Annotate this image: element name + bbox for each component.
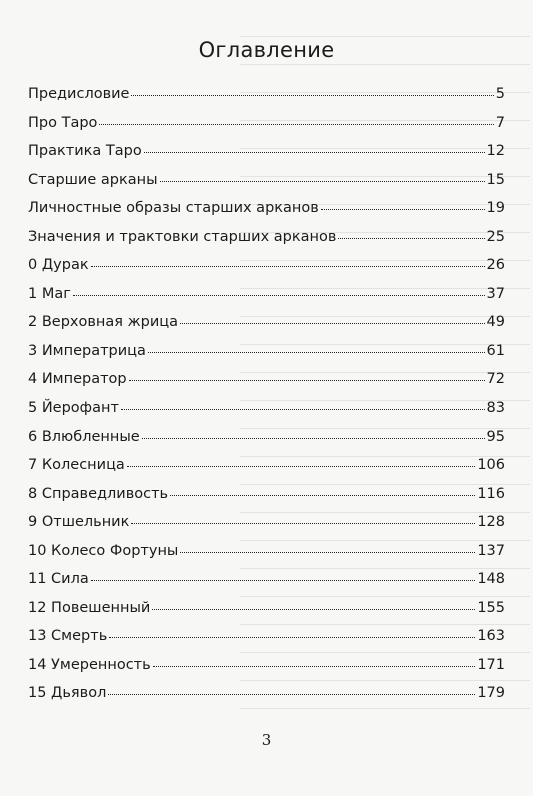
dot-leader (121, 408, 485, 410)
toc-entry-page: 163 (477, 628, 505, 645)
dot-leader (73, 294, 485, 296)
toc-entry-page: 61 (486, 342, 505, 359)
toc-entry[interactable] (28, 400, 505, 429)
toc-entry-title: Предисловие (28, 86, 130, 102)
toc-entry[interactable] (28, 628, 505, 657)
toc-entry-title: Личностные образы старших арканов (28, 200, 319, 217)
toc-entry[interactable] (28, 172, 505, 201)
toc-entry-page: 15 (486, 171, 505, 188)
toc-entry-page: 37 (486, 285, 505, 302)
toc-entry-title: 4 Император (28, 371, 127, 388)
toc-entry[interactable] (28, 685, 505, 714)
page-number: 3 (261, 731, 272, 749)
toc-entry[interactable] (28, 486, 505, 515)
toc-entry-title: Про Таро (28, 114, 98, 131)
toc-entry[interactable] (28, 143, 505, 172)
toc-entry-page: 137 (477, 542, 505, 559)
toc-entry-title: 15 Дьявол (28, 685, 107, 702)
toc-entry-page: 116 (477, 485, 505, 502)
toc-entry[interactable] (28, 571, 505, 600)
dot-leader (153, 665, 476, 667)
toc-entry-page: 72 (486, 371, 505, 388)
toc-entry-page: 128 (477, 514, 505, 531)
toc-entry-title: Значения и трактовки старших арканов (28, 228, 337, 245)
toc-entry[interactable] (28, 600, 505, 629)
dot-leader (338, 237, 484, 239)
dot-leader (321, 208, 485, 210)
dot-leader (152, 608, 475, 610)
dot-leader (131, 94, 493, 96)
toc-entry[interactable] (28, 371, 505, 400)
toc-entry-page: 179 (477, 685, 505, 702)
dot-leader (144, 151, 485, 153)
toc-entry-title: 8 Справедливость (28, 485, 169, 502)
toc-entry-page: 83 (486, 400, 505, 417)
toc-entry[interactable] (28, 343, 505, 372)
toc-entry[interactable] (28, 514, 505, 543)
dot-leader (127, 465, 475, 467)
toc-entry-page: 5 (495, 86, 505, 102)
toc-entry-title: 14 Умеренность (28, 656, 151, 673)
toc-entry-page: 12 (486, 143, 505, 160)
toc-entry-title: 2 Верховная жрица (28, 314, 179, 331)
dot-leader (91, 579, 476, 581)
toc-entry[interactable] (28, 86, 505, 115)
dot-leader (160, 180, 485, 182)
toc-entry-title: 6 Влюбленные (28, 428, 140, 445)
toc-entry-title: 1 Маг (28, 285, 71, 302)
toc-entry[interactable] (28, 457, 505, 486)
toc-entry-title: 5 Йерофант (28, 400, 119, 417)
toc-entry-title: 0 Дурак (28, 257, 89, 274)
toc-entry[interactable] (28, 257, 505, 286)
toc-entry-title: 11 Сила (28, 571, 89, 588)
toc-entry[interactable] (28, 657, 505, 686)
dot-leader (131, 522, 475, 524)
toc-entry-title: 13 Смерть (28, 628, 108, 645)
toc-entry[interactable] (28, 115, 505, 144)
dot-leader (148, 351, 485, 353)
toc-entry-title: Практика Таро (28, 143, 142, 160)
dot-leader (91, 265, 485, 267)
toc-entry[interactable] (28, 429, 505, 458)
dot-leader (109, 636, 475, 638)
table-of-contents (28, 86, 505, 714)
toc-entry-title: Старшие арканы (28, 171, 158, 188)
toc-entry-title: 7 Колесница (28, 457, 125, 474)
dot-leader (108, 693, 475, 695)
toc-entry-title: 10 Колесо Фортуны (28, 542, 179, 559)
toc-entry[interactable] (28, 229, 505, 258)
toc-entry-page: 19 (486, 200, 505, 217)
dot-leader (129, 379, 485, 381)
toc-entry-title: 9 Отшельник (28, 514, 130, 531)
dot-leader (142, 437, 485, 439)
toc-entry-page: 155 (477, 599, 505, 616)
dot-leader (99, 123, 493, 125)
dot-leader (180, 551, 475, 553)
toc-entry-title: 12 Повешенный (28, 599, 151, 616)
toc-entry-page: 95 (486, 428, 505, 445)
toc-entry-page: 25 (486, 228, 505, 245)
toc-entry-page: 171 (477, 656, 505, 673)
toc-entry[interactable] (28, 286, 505, 315)
page-title: Оглавление (198, 38, 335, 62)
toc-entry-page: 148 (477, 571, 505, 588)
toc-entry[interactable] (28, 314, 505, 343)
toc-entry-page: 7 (495, 114, 505, 131)
toc-entry-title: 3 Императрица (28, 342, 146, 359)
dot-leader (170, 494, 475, 496)
toc-entry-page: 106 (477, 457, 505, 474)
toc-entry-page: 49 (486, 314, 505, 331)
dot-leader (180, 322, 484, 324)
toc-entry[interactable] (28, 543, 505, 572)
toc-entry-page: 26 (486, 257, 505, 274)
toc-entry[interactable] (28, 200, 505, 229)
